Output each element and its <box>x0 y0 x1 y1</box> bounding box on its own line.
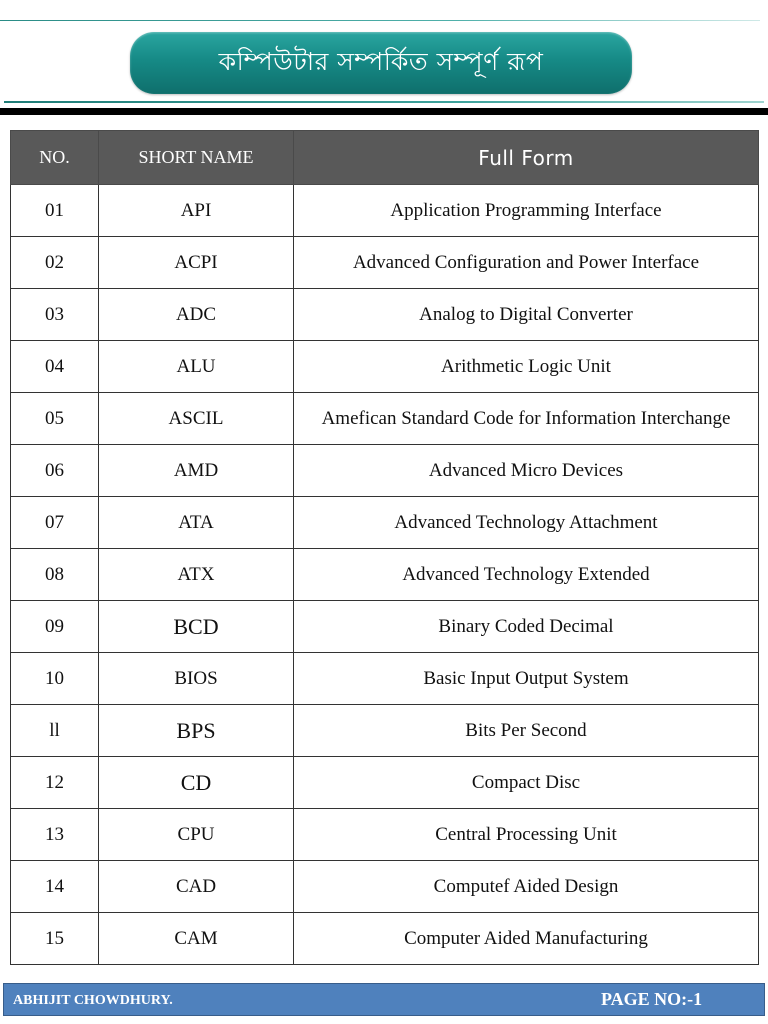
short-name: ACPI <box>99 237 294 289</box>
column-header-no: NO. <box>11 131 99 185</box>
short-name: ASCIL <box>99 393 294 445</box>
column-header-short-name: SHORT NAME <box>99 131 294 185</box>
table-row <box>11 601 759 653</box>
footer-author: ABHIJIT CHOWDHURY. <box>13 993 173 1008</box>
table-row <box>11 913 759 965</box>
full-form: Advanced Technology Extended <box>294 549 759 601</box>
page-title: কম্পিউটার সম্পর্কিত সম্পূর্ণ রূপ <box>218 46 544 76</box>
row-number: 14 <box>11 861 99 913</box>
row-number: 03 <box>11 289 99 341</box>
full-form: Central Processing Unit <box>294 809 759 861</box>
thick-divider <box>0 108 768 115</box>
full-form: Advanced Micro Devices <box>294 445 759 497</box>
short-name: CAM <box>99 913 294 965</box>
full-form: Computer Aided Manufacturing <box>294 913 759 965</box>
table-row <box>11 549 759 601</box>
full-form: Basic Input Output System <box>294 653 759 705</box>
table-row <box>11 393 759 445</box>
full-form: Advanced Configuration and Power Interface <box>294 237 759 289</box>
row-number: ll <box>11 705 99 757</box>
row-number: 13 <box>11 809 99 861</box>
short-name: API <box>99 185 294 237</box>
row-number: 05 <box>11 393 99 445</box>
full-form: Advanced Technology Attachment <box>294 497 759 549</box>
row-number: 07 <box>11 497 99 549</box>
row-number: 06 <box>11 445 99 497</box>
table-row <box>11 237 759 289</box>
table-row <box>11 445 759 497</box>
short-name: CD <box>99 757 294 809</box>
full-form: Computef Aided Design <box>294 861 759 913</box>
table-row <box>11 653 759 705</box>
full-form: Arithmetic Logic Unit <box>294 341 759 393</box>
table-row <box>11 341 759 393</box>
row-number: 10 <box>11 653 99 705</box>
short-name: BCD <box>99 601 294 653</box>
column-header-full-form: Full Form <box>294 131 759 185</box>
full-form: Bits Per Second <box>294 705 759 757</box>
table-row <box>11 497 759 549</box>
full-form-table <box>10 130 759 965</box>
full-form: Application Programming Interface <box>294 185 759 237</box>
row-number: 09 <box>11 601 99 653</box>
table-row <box>11 185 759 237</box>
full-form: Amefican Standard Code for Information Interchange <box>294 393 759 445</box>
table-header-row <box>11 131 759 185</box>
title-underline <box>4 101 764 103</box>
row-number: 02 <box>11 237 99 289</box>
short-name: BPS <box>99 705 294 757</box>
short-name: BIOS <box>99 653 294 705</box>
full-form: Binary Coded Decimal <box>294 601 759 653</box>
table-row <box>11 861 759 913</box>
short-name: ALU <box>99 341 294 393</box>
short-name: CAD <box>99 861 294 913</box>
short-name: CPU <box>99 809 294 861</box>
short-name: ADC <box>99 289 294 341</box>
top-divider <box>0 20 760 21</box>
table-row <box>11 809 759 861</box>
row-number: 04 <box>11 341 99 393</box>
row-number: 08 <box>11 549 99 601</box>
full-form: Compact Disc <box>294 757 759 809</box>
row-number: 15 <box>11 913 99 965</box>
short-name: ATA <box>99 497 294 549</box>
short-name: AMD <box>99 445 294 497</box>
row-number: 01 <box>11 185 99 237</box>
short-name: ATX <box>99 549 294 601</box>
table-row <box>11 757 759 809</box>
title-banner <box>130 32 632 94</box>
table-row <box>11 705 759 757</box>
table-row <box>11 289 759 341</box>
page-number: PAGE NO:-1 <box>601 989 703 1009</box>
footer-bar <box>3 983 765 1016</box>
row-number: 12 <box>11 757 99 809</box>
full-form: Analog to Digital Converter <box>294 289 759 341</box>
